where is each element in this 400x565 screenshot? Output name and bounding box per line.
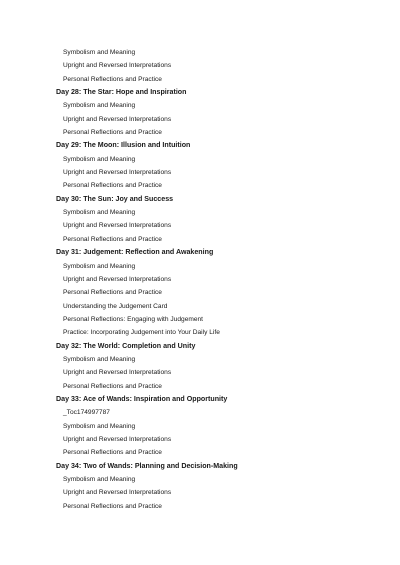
table-of-contents: [56, 46, 376, 513]
toc-section-link[interactable]: Personal Reflections and Practice: [63, 382, 162, 390]
toc-chapter-link[interactable]: Day 33: Ace of Wands: Inspiration and Opportunity: [56, 394, 228, 403]
toc-section-link[interactable]: Personal Reflections and Practice: [63, 129, 162, 137]
toc-chapter-link[interactable]: Day 31: Judgement: Reflection and Awakening: [56, 248, 214, 257]
toc-section-link[interactable]: Upright and Reversed Interpretations: [63, 435, 172, 443]
toc-chapter-link[interactable]: Day 28: The Star: Hope and Inspiration: [56, 88, 187, 97]
toc-section-link[interactable]: Symbolism and Meaning: [63, 102, 136, 110]
toc-chapter-link[interactable]: Day 29: The Moon: Illusion and Intuition: [56, 141, 191, 150]
toc-chapter-link[interactable]: Day 34: Two of Wands: Planning and Decision-Making: [56, 461, 238, 470]
toc-section-link[interactable]: Symbolism and Meaning: [63, 262, 136, 270]
toc-section-link[interactable]: Personal Reflections and Practice: [63, 449, 162, 457]
toc-section-link[interactable]: Personal Reflections and Practice: [63, 502, 162, 510]
toc-chapter-link[interactable]: Day 30: The Sun: Joy and Success: [56, 194, 174, 203]
toc-section-link[interactable]: Upright and Reversed Interpretations: [63, 169, 172, 177]
toc-section-link[interactable]: Upright and Reversed Interpretations: [63, 369, 172, 377]
toc-section-link[interactable]: Personal Reflections and Practice: [63, 182, 162, 190]
toc-section-link[interactable]: Upright and Reversed Interpretations: [63, 222, 172, 230]
toc-section-link[interactable]: Personal Reflections: Engaging with Judgement: [63, 315, 204, 323]
toc-section-link[interactable]: Symbolism and Meaning: [63, 209, 136, 217]
toc-section-link[interactable]: Understanding the Judgement Card: [63, 302, 168, 310]
toc-section-link[interactable]: Personal Reflections and Practice: [63, 235, 162, 243]
toc-section-link[interactable]: Upright and Reversed Interpretations: [63, 62, 172, 70]
toc-section-link[interactable]: Symbolism and Meaning: [63, 155, 136, 163]
toc-section-link[interactable]: Symbolism and Meaning: [63, 355, 136, 363]
toc-section-link[interactable]: Personal Reflections and Practice: [63, 289, 162, 297]
toc-section-link[interactable]: Upright and Reversed Interpretations: [63, 489, 172, 497]
toc-section-link[interactable]: Symbolism and Meaning: [63, 476, 136, 483]
toc-section-link[interactable]: Symbolism and Meaning: [63, 49, 136, 56]
toc-section-link[interactable]: Upright and Reversed Interpretations: [63, 275, 172, 283]
toc-section-link[interactable]: Personal Reflections and Practice: [63, 75, 162, 83]
toc-section-link[interactable]: Symbolism and Meaning: [63, 422, 136, 430]
toc-chapter-link[interactable]: Day 32: The World: Completion and Unity: [56, 341, 196, 350]
toc-section-link[interactable]: Practice: Incorporating Judgement into Your Daily Life: [63, 329, 220, 337]
toc-section-link[interactable]: _Toc174997787: [63, 409, 110, 417]
toc-section-link[interactable]: Upright and Reversed Interpretations: [63, 115, 172, 123]
